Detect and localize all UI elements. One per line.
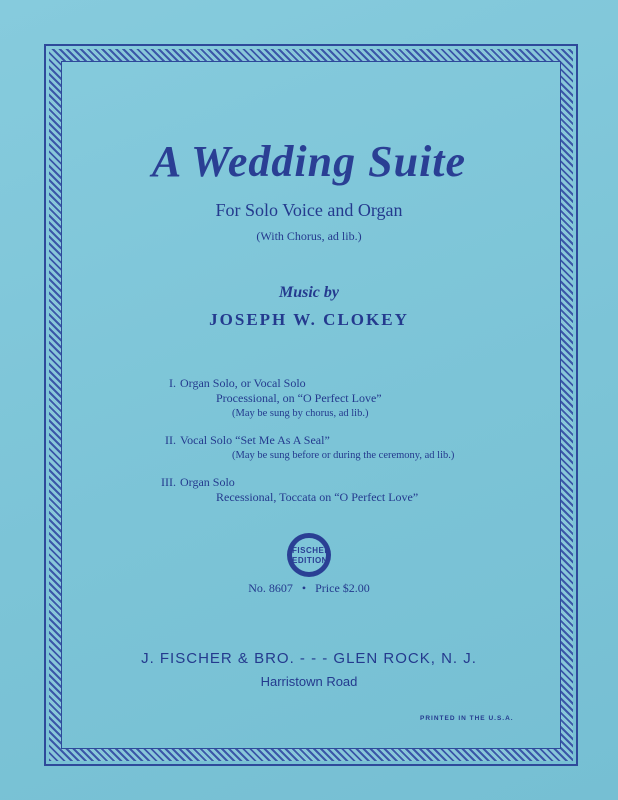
movement-note: (May be sung by chorus, ad lib.) <box>232 408 369 419</box>
movement-line: Recessional, Toccata on “O Perfect Love” <box>216 490 419 504</box>
subtitle-note: (With Chorus, ad lib.) <box>256 229 362 243</box>
movement-line: Organ Solo <box>180 475 235 489</box>
price: Price $2.00 <box>315 581 370 595</box>
movement-note: (May be sung before or during the ceremony, ad lib.) <box>232 450 455 461</box>
movement-line: Vocal Solo “Set Me As A Seal” <box>180 433 330 447</box>
catalog-price-line: No. 8607 • Price $2.00 <box>248 581 370 595</box>
page-title: A Wedding Suite <box>151 137 467 186</box>
movement-1 <box>146 376 382 421</box>
publisher-address: Harristown Road <box>260 674 358 689</box>
movement-line: Organ Solo, or Vocal Solo <box>180 376 306 390</box>
movement-3 <box>146 475 418 505</box>
credit-label: Music by <box>279 284 339 301</box>
catalog-number: No. 8607 <box>248 581 293 595</box>
fischer-edition-seal <box>287 533 331 577</box>
subtitle: For Solo Voice and Organ <box>215 200 403 220</box>
movement-line: Processional, on “O Perfect Love” <box>216 391 382 405</box>
seal-text: FISCHER EDITION <box>292 546 331 565</box>
movement-number: I. <box>169 376 176 390</box>
movement-number: II. <box>165 433 176 447</box>
movement-2 <box>146 433 454 463</box>
composer-name: JOSEPH W. CLOKEY <box>209 310 409 329</box>
seal-inner-ring <box>291 537 331 573</box>
publisher-line: J. FISCHER & BRO. - - - GLEN ROCK, N. J. <box>141 650 477 667</box>
movement-number: III. <box>161 475 176 489</box>
printed-in-usa: PRINTED IN THE U.S.A. <box>420 715 514 722</box>
